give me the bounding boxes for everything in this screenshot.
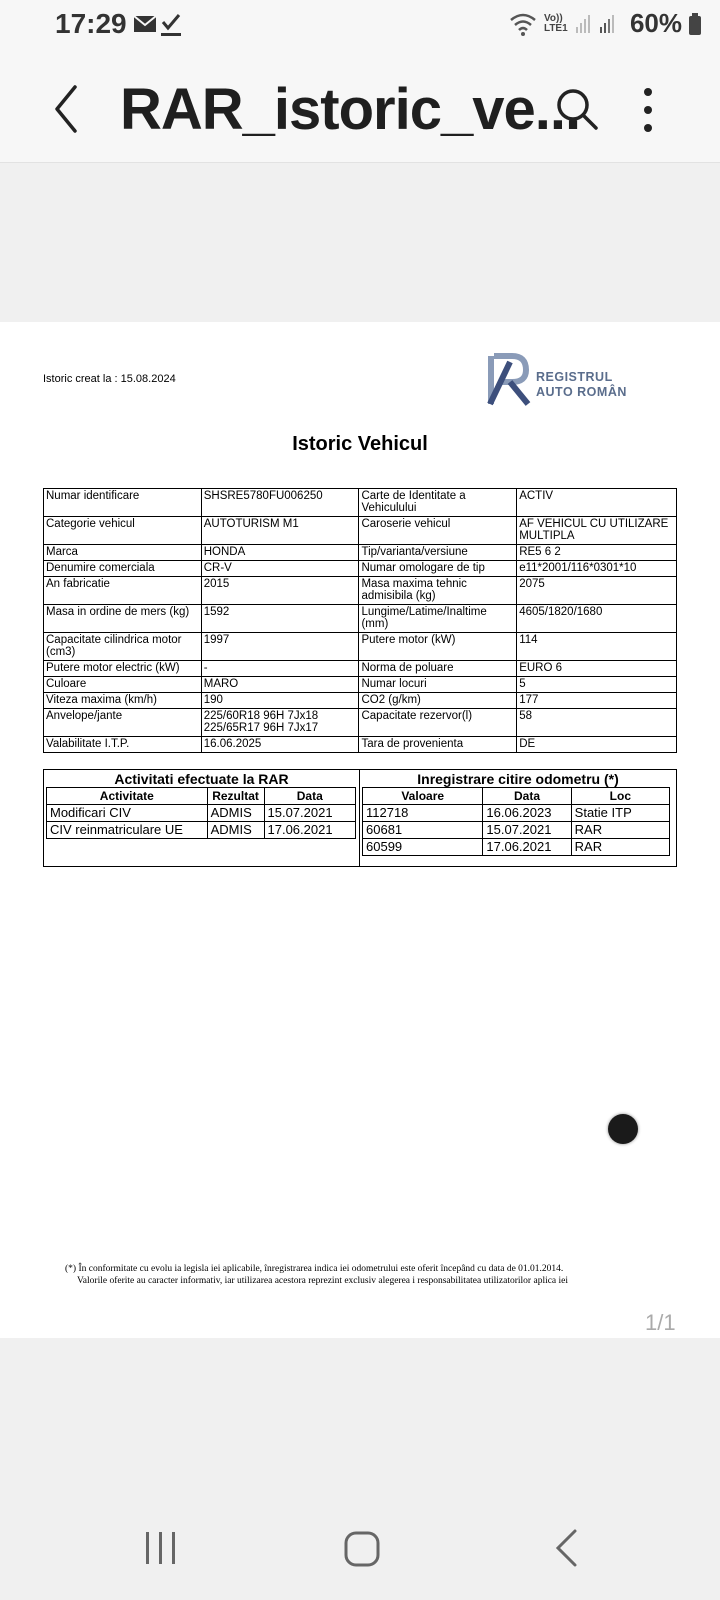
info-value: EURO 6 bbox=[517, 661, 677, 677]
info-label: Categorie vehicul bbox=[44, 517, 202, 545]
info-label: Putere motor (kW) bbox=[359, 633, 517, 661]
info-label: CO2 (g/km) bbox=[359, 693, 517, 709]
info-value: 114 bbox=[517, 633, 677, 661]
odometer-row-cell: RAR bbox=[571, 839, 669, 856]
footnote bbox=[65, 1263, 685, 1287]
logo-line1: REGISTRUL bbox=[536, 370, 613, 384]
odometer-row-cell: 16.06.2023 bbox=[483, 805, 571, 822]
history-section bbox=[43, 769, 677, 867]
info-row bbox=[44, 605, 677, 633]
mail-check-icon bbox=[133, 12, 193, 38]
info-value: 225/60R18 96H 7Jx18 225/65R17 96H 7Jx17 bbox=[201, 709, 359, 737]
info-label: Numar identificare bbox=[44, 489, 202, 517]
info-value: AUTOTURISM M1 bbox=[201, 517, 359, 545]
info-value: 1592 bbox=[201, 605, 359, 633]
battery-percent: 60% bbox=[629, 8, 682, 38]
info-value: MARO bbox=[201, 677, 359, 693]
battery-icon bbox=[688, 12, 702, 36]
activity-row-cell: ADMIS bbox=[207, 822, 264, 839]
odometer-header: Loc bbox=[571, 788, 669, 805]
footnote-line1: (*) În conformitate cu evolu ia legisla iei aplicabile, înregistrarea indica iei odometrului este oferit începând cu data de 01.01.2014. bbox=[65, 1264, 564, 1274]
odometer-row bbox=[363, 822, 670, 839]
info-value: 190 bbox=[201, 693, 359, 709]
odometer-section bbox=[360, 770, 676, 866]
app-bar bbox=[0, 56, 720, 163]
activity-row-cell: ADMIS bbox=[207, 805, 264, 822]
info-row bbox=[44, 693, 677, 709]
info-label: Marca bbox=[44, 545, 202, 561]
navigation-bar bbox=[0, 1490, 720, 1600]
activities-header: Activitate bbox=[47, 788, 208, 805]
vehicle-info-table bbox=[43, 488, 677, 753]
activity-row-cell: 15.07.2021 bbox=[264, 805, 356, 822]
info-label: An fabricatie bbox=[44, 577, 202, 605]
odometer-row-cell: 60681 bbox=[363, 822, 483, 839]
info-row bbox=[44, 561, 677, 577]
info-label: Putere motor electric (kW) bbox=[44, 661, 202, 677]
created-date: Istoric creat la : 15.08.2024 bbox=[43, 373, 176, 385]
info-row bbox=[44, 709, 677, 737]
info-value: SHSRE5780FU006250 bbox=[201, 489, 359, 517]
info-row bbox=[44, 517, 677, 545]
info-label: Numar omologare de tip bbox=[359, 561, 517, 577]
more-options-icon[interactable] bbox=[628, 82, 668, 138]
info-value: 1997 bbox=[201, 633, 359, 661]
document-title: RAR_istoric_ve... bbox=[120, 77, 581, 142]
info-row bbox=[44, 737, 677, 753]
info-value: HONDA bbox=[201, 545, 359, 561]
info-row bbox=[44, 633, 677, 661]
home-icon[interactable] bbox=[343, 1530, 381, 1568]
signal-icon bbox=[574, 12, 624, 36]
document-page[interactable] bbox=[0, 322, 720, 1338]
footnote-line2: Valorile oferite au caracter informativ, iar utilizarea acestora reprezint exclusiv alegerea i responsabilitatea utilizatorilor aplica iei bbox=[77, 1276, 569, 1286]
info-row bbox=[44, 545, 677, 561]
odometer-header: Valoare bbox=[363, 788, 483, 805]
activities-section bbox=[44, 770, 360, 866]
info-label: Culoare bbox=[44, 677, 202, 693]
info-value: 58 bbox=[517, 709, 677, 737]
info-label: Tara de provenienta bbox=[359, 737, 517, 753]
rar-logo-icon bbox=[486, 352, 534, 408]
info-row bbox=[44, 489, 677, 517]
info-value: 177 bbox=[517, 693, 677, 709]
info-label: Denumire comerciala bbox=[44, 561, 202, 577]
odometer-row-cell: 60599 bbox=[363, 839, 483, 856]
odometer-row bbox=[363, 839, 670, 856]
notification-icons bbox=[133, 12, 193, 43]
odometer-row-cell: RAR bbox=[571, 822, 669, 839]
info-value: RE5 6 2 bbox=[517, 545, 677, 561]
activity-row-cell: CIV reinmatriculare UE bbox=[47, 822, 208, 839]
floating-scroll-handle[interactable] bbox=[608, 1114, 638, 1144]
info-value: e11*2001/116*0301*10 bbox=[517, 561, 677, 577]
info-label: Valabilitate I.T.P. bbox=[44, 737, 202, 753]
activity-row-cell: 17.06.2021 bbox=[264, 822, 356, 839]
info-row bbox=[44, 577, 677, 605]
odometer-row-cell: 15.07.2021 bbox=[483, 822, 571, 839]
info-label: Capacitate cilindrica motor (cm3) bbox=[44, 633, 202, 661]
info-value: DE bbox=[517, 737, 677, 753]
info-label: Anvelope/jante bbox=[44, 709, 202, 737]
network-label: Vo)) LTE1 bbox=[543, 12, 568, 34]
activities-header: Data bbox=[264, 788, 356, 805]
page-indicator: 1/1 bbox=[645, 1310, 676, 1335]
logo-line2: AUTO ROMÂN bbox=[536, 385, 627, 399]
info-value: AF VEHICUL CU UTILIZARE MULTIPLA bbox=[517, 517, 677, 545]
activity-row bbox=[47, 805, 356, 822]
activities-table bbox=[46, 787, 356, 839]
info-label: Carte de Identitate a Vehiculului bbox=[359, 489, 517, 517]
document-heading: Istoric Vehicul bbox=[292, 433, 428, 455]
odometer-row bbox=[363, 805, 670, 822]
info-value: 2015 bbox=[201, 577, 359, 605]
info-value: 5 bbox=[517, 677, 677, 693]
clock: 17:29 bbox=[55, 8, 127, 39]
info-label: Masa maxima tehnic admisibila (kg) bbox=[359, 577, 517, 605]
odometer-row-cell: 17.06.2021 bbox=[483, 839, 571, 856]
info-label: Lungime/Latime/Inaltime (mm) bbox=[359, 605, 517, 633]
info-value: 4605/1820/1680 bbox=[517, 605, 677, 633]
info-value: - bbox=[201, 661, 359, 677]
info-label: Viteza maxima (km/h) bbox=[44, 693, 202, 709]
odometer-header: Data bbox=[483, 788, 571, 805]
activities-header: Rezultat bbox=[207, 788, 264, 805]
odometer-row-cell: Statie ITP bbox=[571, 805, 669, 822]
info-label: Caroserie vehicul bbox=[359, 517, 517, 545]
info-value: CR-V bbox=[201, 561, 359, 577]
odometer-row-cell: 112718 bbox=[363, 805, 483, 822]
info-label: Numar locuri bbox=[359, 677, 517, 693]
info-value: 16.06.2025 bbox=[201, 737, 359, 753]
wifi-icon bbox=[508, 10, 538, 38]
nav-back-icon[interactable] bbox=[553, 1528, 579, 1568]
back-arrow-icon[interactable] bbox=[45, 79, 89, 139]
search-icon[interactable] bbox=[552, 84, 602, 134]
info-value: ACTIV bbox=[517, 489, 677, 517]
info-row bbox=[44, 677, 677, 693]
info-label: Tip/varianta/versiune bbox=[359, 545, 517, 561]
activity-row-cell: Modificari CIV bbox=[47, 805, 208, 822]
activities-title: Activitati efectuate la RAR bbox=[114, 771, 289, 787]
info-label: Norma de poluare bbox=[359, 661, 517, 677]
odometer-title: Inregistrare citire odometru (*) bbox=[417, 771, 619, 787]
info-row bbox=[44, 661, 677, 677]
status-bar bbox=[0, 0, 720, 56]
recent-apps-icon[interactable] bbox=[143, 1530, 179, 1566]
activity-row bbox=[47, 822, 356, 839]
system-icons bbox=[508, 8, 702, 39]
info-label: Masa in ordine de mers (kg) bbox=[44, 605, 202, 633]
info-value: 2075 bbox=[517, 577, 677, 605]
rar-logo bbox=[486, 350, 636, 410]
odometer-table bbox=[362, 787, 670, 856]
info-label: Capacitate rezervor(l) bbox=[359, 709, 517, 737]
